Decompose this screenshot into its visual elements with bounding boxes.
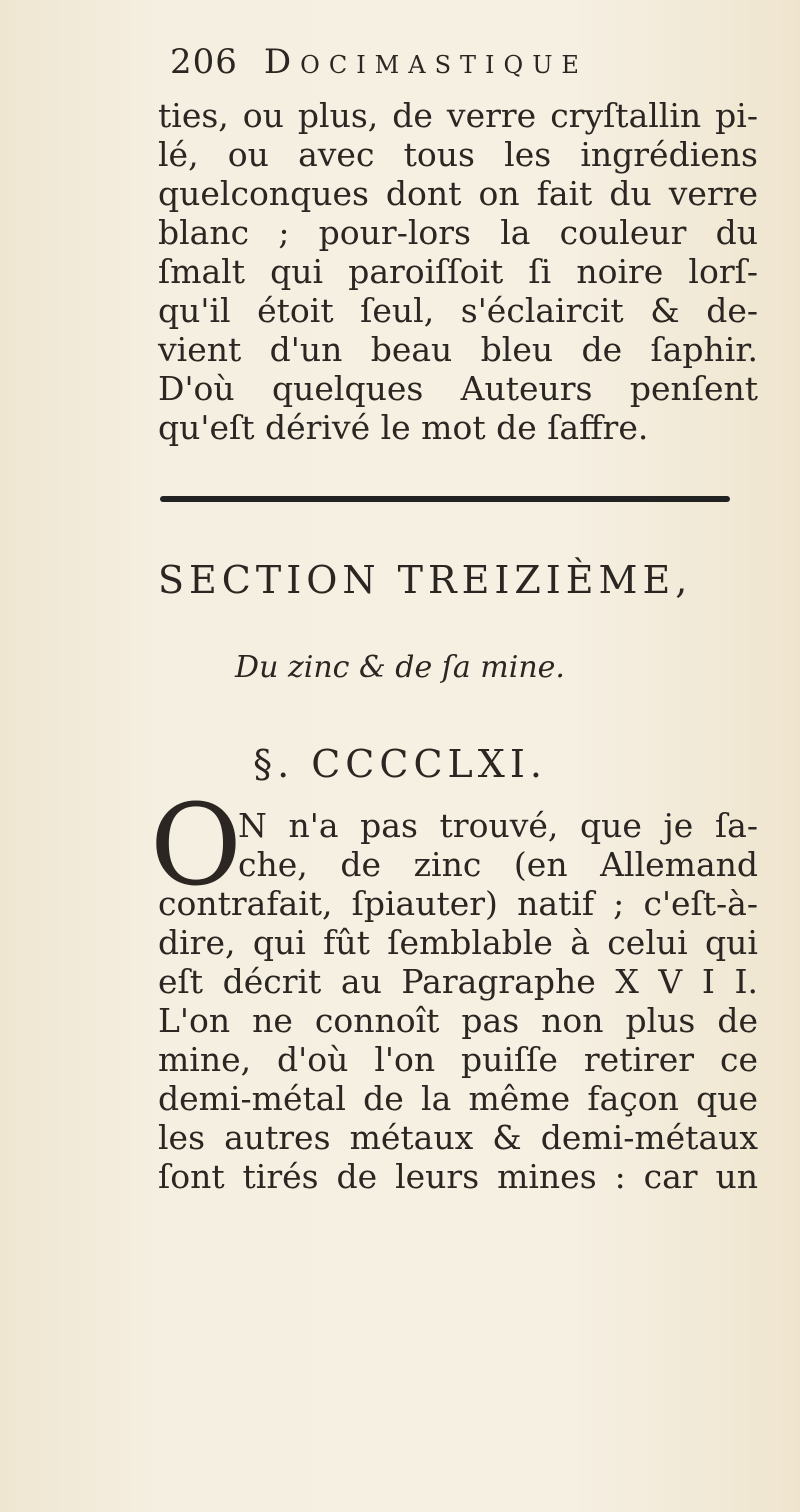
text-line: che, de zinc (en Allemand (238, 845, 758, 884)
text-line: mine, d'où l'on puiſſe retirer ce (158, 1040, 758, 1079)
paragraph-number: §. CCCCLXI. (253, 742, 547, 786)
divider-rule (160, 496, 730, 502)
text-line: ties, ou plus, de verre cryſtallin pi- (158, 96, 758, 135)
passage-one (158, 96, 758, 447)
text-line: vient d'un beau bleu de ſaphir. (158, 330, 758, 369)
passage-two (158, 806, 758, 1196)
text-line: contrafait, ſpiauter) natif ; c'eſt-à- (158, 884, 758, 923)
running-title: Docimastique (263, 42, 588, 82)
text-line: quelconques dont on fait du verre (158, 174, 758, 213)
text-line: N n'a pas trouvé, que je ſa- (238, 806, 758, 845)
text-line: blanc ; pour-lors la couleur du (158, 213, 758, 252)
text-line: ſont tirés de leurs mines : car un (158, 1157, 758, 1196)
text-line: les autres métaux & demi-métaux (158, 1118, 758, 1157)
text-line: dire, qui fût ſemblable à celui qui (158, 923, 758, 962)
text-line: D'où quelques Auteurs penſent (158, 369, 758, 408)
section-subtitle: Du zinc & de ſa mine. (235, 650, 565, 685)
text-line: ſmalt qui paroiſſoit ſi noire lorſ- (158, 252, 758, 291)
text-line: L'on ne connoît pas non plus de (158, 1001, 758, 1040)
text-line: demi-métal de la même façon que (158, 1079, 758, 1118)
page-header (170, 42, 730, 102)
text-line: lé, ou avec tous les ingrédiens (158, 135, 758, 174)
text-line: eſt décrit au Paragraphe X V I I. (158, 962, 758, 1001)
text-line: qu'eſt dérivé le mot de ſaffre. (158, 408, 649, 447)
text-line: qu'il étoit ſeul, s'éclaircit & de- (158, 291, 758, 330)
section-title: SECTION TREIZIÈME, (158, 558, 693, 602)
page-number: 206 (170, 42, 238, 82)
drop-cap: O (150, 781, 242, 911)
